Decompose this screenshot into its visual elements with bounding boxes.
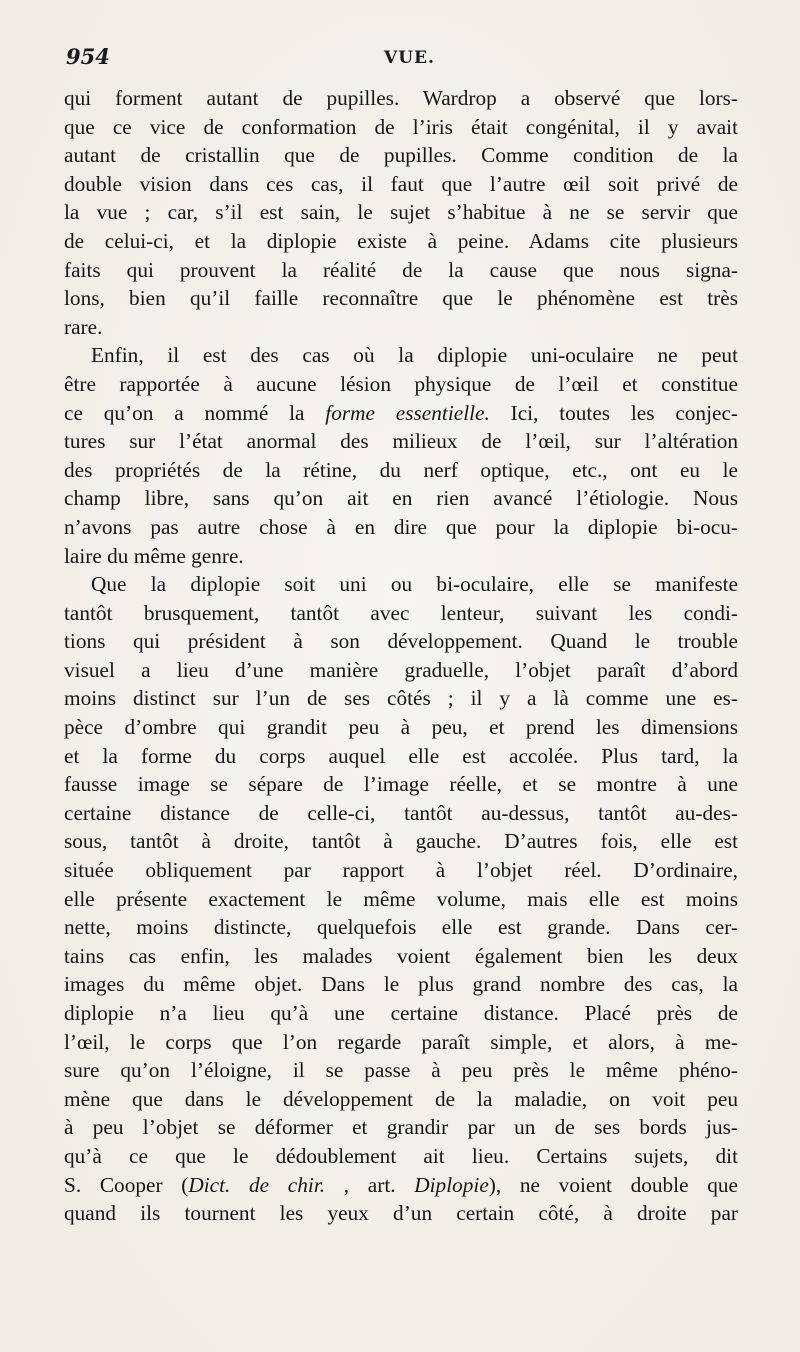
text-segment: , art.: [325, 1172, 415, 1197]
page-header: [66, 44, 740, 78]
text-line: de celui-ci, et la diplopie existe à peine. Adams cite plusieurs: [64, 228, 738, 253]
text-segment: ), ne voient double que: [488, 1172, 738, 1197]
text-line: mène que dans le développement de la maladie, on voit peu: [64, 1086, 738, 1111]
text-line: l’œil, le corps que l’on regarde paraît simple, et alors, à me-: [64, 1029, 738, 1054]
text-line: laire du même genre.: [64, 543, 244, 568]
text-line: faits qui prouvent la réalité de la cause que nous signa-: [64, 257, 738, 282]
text-line: la vue ; car, s’il est sain, le sujet s’habitue à ne se servir que: [64, 200, 738, 225]
text-line: certaine distance de celle-ci, tantôt au-dessus, tantôt au-des-: [64, 800, 738, 825]
text-line: à peu l’objet se déformer et grandir par un de ses bords jus-: [64, 1115, 738, 1140]
italic-citation: Diplopie: [414, 1172, 489, 1197]
text-line: visuel a lieu d’une manière graduelle, l’objet paraît d’abord: [64, 657, 738, 682]
text-line: [64, 399, 738, 428]
text-line: images du même objet. Dans le plus grand nombre des cas, la: [64, 972, 738, 997]
text-line: lons, bien qu’il faille reconnaître que le phénomène est très: [64, 286, 738, 311]
text-line: qui forment autant de pupilles. Wardrop a observé que lors-: [64, 86, 738, 110]
text-line: et la forme du corps auquel elle est accolée. Plus tard, la: [64, 743, 738, 768]
text-line: fausse image se sépare de l’image réelle, et se montre à une: [64, 772, 738, 797]
text-line: double vision dans ces cas, il faut que l’autre œil soit privé de: [64, 171, 738, 196]
text-line: moins distinct sur l’un de ses côtés ; il y a là comme une es-: [64, 686, 738, 711]
text-line: Que la diplopie soit uni ou bi-oculaire, elle se manifeste: [91, 572, 738, 597]
text-line: champ libre, sans qu’on ait en rien avancé l’étiologie. Nous: [64, 486, 738, 511]
paragraph: [64, 84, 738, 341]
text-line: pèce d’ombre qui grandit peu à peu, et prend les dimensions: [64, 715, 738, 740]
text-line: elle présente exactement le même volume, mais elle est moins: [64, 886, 738, 911]
text-line: rare.: [64, 314, 103, 339]
text-line: diplopie n’a lieu qu’à une certaine distance. Placé près de: [64, 1001, 738, 1025]
text-line: Enfin, il est des cas où la diplopie uni-oculaire ne peut: [91, 343, 738, 368]
text-line: qu’à ce que le dédoublement ait lieu. Certains sujets, dit: [64, 1143, 738, 1168]
text-line: n’avons pas autre chose à en dire que pour la diplopie bi-ocu-: [64, 514, 738, 539]
text-line: autant de cristallin que de pupilles. Comme condition de la: [64, 143, 738, 168]
text-line: quand ils tournent les yeux d’un certain côté, à droite par: [64, 1201, 738, 1226]
paragraph: [64, 341, 738, 570]
text-line: être rapportée à aucune lésion physique de l’œil et constitue: [64, 371, 738, 396]
text-line: située obliquement par rapport à l’objet réel. D’ordinaire,: [64, 858, 738, 883]
text-line: tains cas enfin, les malades voient également bien les deux: [64, 943, 738, 968]
text-line: [64, 1171, 738, 1200]
text-line: tions qui président à son développement. Quand le trouble: [64, 629, 738, 654]
text-line: tures sur l’état anormal des milieux de l’œil, sur l’altération: [64, 429, 738, 454]
page-number: 954: [66, 44, 110, 69]
text-segment: Ici, toutes les conjec-: [489, 400, 738, 425]
text-line: tantôt brusquement, tantôt avec lenteur, suivant les condi-: [64, 600, 738, 625]
italic-citation: Dict. de chir.: [188, 1172, 326, 1197]
text-line: sure qu’on l’éloigne, il se passe à peu près le même phéno-: [64, 1058, 738, 1083]
running-head: VUE.: [384, 48, 435, 68]
body-text: [64, 84, 738, 1228]
text-line: que ce vice de conformation de l’iris était congénital, il y avait: [64, 114, 738, 139]
text-segment: ce qu’on a nommé la: [64, 400, 326, 425]
text-segment: S. Cooper (: [64, 1172, 189, 1197]
text-line: nette, moins distincte, quelquefois elle est grande. Dans cer-: [64, 915, 738, 940]
italic-term: forme essentielle.: [325, 400, 490, 425]
text-line: sous, tantôt à droite, tantôt à gauche. D’autres fois, elle est: [64, 829, 738, 854]
paragraph: [64, 570, 738, 1228]
text-line: des propriétés de la rétine, du nerf optique, etc., ont eu le: [64, 457, 738, 482]
